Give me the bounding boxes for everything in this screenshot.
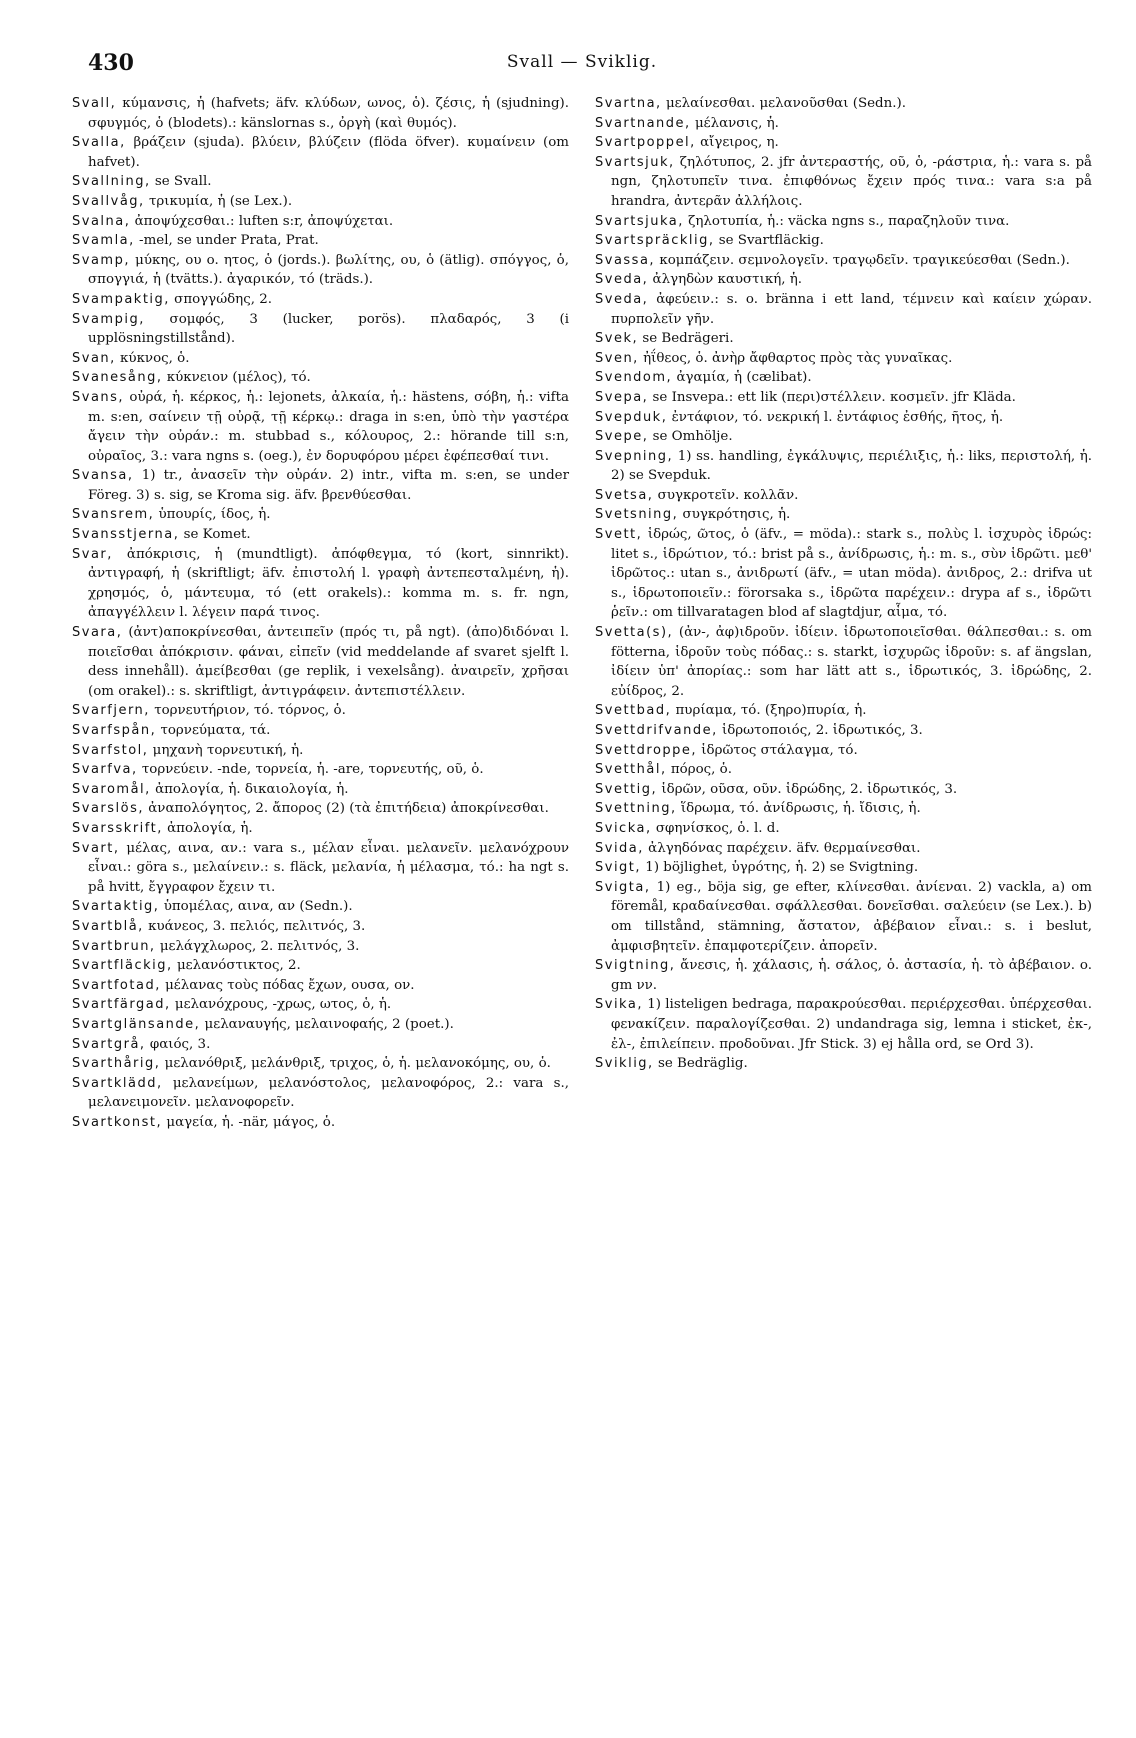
dictionary-entry — [595, 114, 1092, 134]
entry-headword: Svartfläckig, — [72, 958, 173, 974]
dictionary-entry — [595, 623, 1092, 701]
entry-headword: Svigt, — [595, 860, 642, 876]
entry-headword: Svampig, — [72, 311, 145, 327]
entry-definition: τορνεύματα, τά. — [156, 723, 271, 738]
dictionary-entry — [595, 995, 1092, 1054]
dictionary-entry — [595, 839, 1092, 859]
entry-headword: Svarfspån, — [72, 723, 157, 738]
dictionary-entry — [595, 505, 1092, 525]
dictionary-entry — [72, 819, 569, 839]
page-number: 430 — [88, 50, 134, 76]
entry-definition: μύκης, ου o. ητος, ὁ (jords.). βωλίτης, ου, ὁ (ätlig). σπόγγος, ὁ, σπογγιά, ἡ (tvätts.). ἀγαρικόν, τό (träds.). — [88, 252, 569, 288]
entry-headword: Svettdrifvande, — [595, 723, 718, 738]
entry-headword: Svarsskrift, — [72, 820, 163, 836]
entry-definition: se Insvepa.: ett lik (περι)στέλλειν. κοσμεῖν. jfr Kläda. — [648, 389, 1016, 405]
entry-headword: Svartnande, — [595, 115, 691, 131]
entry-headword: Svida, — [595, 840, 644, 856]
page-header — [72, 46, 1092, 80]
left-column — [72, 94, 569, 1132]
dictionary-entry — [595, 329, 1092, 349]
entry-headword: Svek, — [595, 331, 639, 347]
entry-headword: Svaromål, — [72, 781, 151, 797]
entry-definition: 1) ss. handling, ἐγκάλυψις, περιέλιξις, ἡ.: liks, περιστολή, ἡ. 2) se Svepduk. — [611, 448, 1092, 484]
entry-definition: κομπάζειν. σεμνολογεῖν. τραγῳδεῖν. τραγικεύεσθαι (Sedn.). — [655, 252, 1070, 268]
entry-headword: Svartspräcklig, — [595, 233, 715, 249]
dictionary-entry — [72, 368, 569, 388]
dictionary-entry — [595, 270, 1092, 290]
dictionary-entry — [595, 760, 1092, 780]
entry-definition: πυρίαμα, τό. (ξηρο)πυρία, ἡ. — [671, 703, 867, 719]
entry-headword: Svigta, — [595, 879, 651, 895]
dictionary-entry — [595, 486, 1092, 506]
entry-headword: Svartglänsande, — [72, 1016, 201, 1032]
entry-definition: μελανείμων, μελανόστολος, μελανοφόρος, 2.: vara s., μελανειμονεῖν. μελανοφορεῖν. — [88, 1075, 569, 1111]
entry-definition: κύκνος, ὁ. — [115, 350, 190, 366]
entry-headword: Svansrem, — [72, 507, 155, 523]
dictionary-entry — [595, 388, 1092, 408]
entry-headword: Sveda, — [595, 291, 649, 307]
entry-headword: Svartfärgad, — [72, 997, 171, 1013]
entry-headword: Svarfjern, — [72, 703, 150, 719]
entry-headword: Svans, — [72, 389, 125, 405]
entry-headword: Svartgrå, — [72, 1036, 146, 1052]
entry-definition: 1) böjlighet, ὑγρότης, ἡ. 2) se Svigtning. — [641, 860, 919, 876]
entry-definition: ἱδρώς, ῶτος, ὁ (äfv., = möda).: stark s., πολὺς l. ἰσχυρὸς ἱδρώς: litet s., ἱδρώτιον, τό.: brist på s., ἀνίδρωσις, ἡ.: m. s., σὺν ἱδρῶτι. μεθ' ἱδρῶτος.: utan s., ἀνιδρωτί (äfv., = utan möda). ἀνιδρος, 2.: drifva ut s., ἱδρωτοποιεῖν.: förorsaka s., ἱδρῶτα παρέχειν.: drypa af s., ἱδρῶτι ῥεῖν.: om tillvaratagen blod af slagtdjur, αἷμα, τό. — [611, 527, 1092, 621]
entry-headword: Svan, — [72, 350, 116, 366]
dictionary-entry — [72, 623, 569, 701]
dictionary-entry — [72, 741, 569, 761]
entry-definition: φαιός, 3. — [145, 1036, 211, 1052]
entry-definition: se Komet. — [179, 527, 251, 543]
entry-definition: μελάγχλωρος, 2. πελιτνός, 3. — [155, 938, 360, 954]
dictionary-entry — [595, 1054, 1092, 1074]
entry-headword: Svicka, — [595, 820, 652, 836]
dictionary-entry — [72, 388, 569, 466]
dictionary-entry — [72, 133, 569, 172]
columns — [72, 94, 1092, 1132]
dictionary-entry — [72, 349, 569, 369]
entry-definition: ἀλγηδὼν καυστική, ἡ. — [648, 272, 803, 288]
entry-definition: σφηνίσκος, ὁ. l. d. — [651, 820, 780, 836]
entry-definition: ἀγαμία, ἡ (cælibat). — [672, 370, 812, 386]
entry-headword: Svalla, — [72, 135, 126, 151]
entry-headword: Svallvåg, — [72, 193, 145, 209]
entry-headword: Svetsa, — [595, 487, 654, 503]
entry-headword: Svampaktig, — [72, 291, 170, 307]
entry-headword: Svettig, — [595, 781, 658, 797]
entry-definition: μελανόθριξ, μελάνθριξ, τριχος, ὁ, ἡ. μελανοκόμης, ου, ὁ. — [160, 1056, 551, 1072]
entry-definition: se Omhölje. — [648, 429, 733, 445]
entry-definition: se Bedrägeri. — [638, 331, 734, 347]
dictionary-entry — [595, 741, 1092, 761]
entry-definition: ἀποψύχεσθαι.: luften s:r, ἀποψύχεται. — [130, 213, 394, 229]
entry-definition: (ἀν-, ἀφ)ιδροῦν. ἰδίειν. ἱδρωτοποιεῖσθαι. θάλπεσθαι.: s. om fötterna, ἱδροῦν τοὺς πόδας.: s. starkt, ἰσχυρῶς ἱδροῦν: s. af ängslan, ἰδίειν ὑπ' ἀπορίας.: som har lätt att s., ἱδρωτικός, 3. ἱδρώδης, 2. εὐίδρος, 2. — [611, 625, 1092, 699]
entry-headword: Svamp, — [72, 252, 130, 268]
entry-headword: Svartbrun, — [72, 938, 156, 954]
dictionary-entry — [595, 408, 1092, 428]
entry-definition: ὑπουρίς, ίδος, ἡ. — [154, 507, 271, 523]
entry-headword: Svika, — [595, 997, 643, 1013]
entry-definition: ἀπολογία, ἡ. — [162, 820, 253, 836]
entry-definition: συγκροτεῖν. κολλᾶν. — [653, 487, 799, 503]
dictionary-entry — [72, 1054, 569, 1074]
running-head: Svall — Sviklig. — [506, 52, 658, 72]
entry-definition: se Svartfläckig. — [714, 233, 824, 249]
dictionary-entry — [72, 701, 569, 721]
entry-definition: μέλανας τοὺς πόδας ἔχων, ουσα, ον. — [160, 977, 415, 993]
entry-headword: Svartfotad, — [72, 977, 161, 993]
entry-headword: Svendom, — [595, 370, 673, 386]
entry-definition: 1) eg., böja sig, ge efter, κλίνεσθαι. ἀνίεναι. 2) vackla, a) om föremål, κραδαίνεσθαι. σφάλλεσθαι. δονεῖσθαι. σαλεύειν (se Lex.). b) om tillstånd, stämning, ἄστατον, ἀβέβαιον εἶναι.: s. i beslut, ἀμφισβητεῖν. ἐπαμφοτερίζειν. ἀπορεῖν. — [611, 879, 1092, 954]
dictionary-entry — [595, 956, 1092, 995]
entry-definition: ἀναπολόγητος, 2. ἄπορος (2) (τὰ ἐπιτήδεια) ἀποκρίνεσθαι. — [144, 801, 549, 817]
entry-headword: Svartklädd, — [72, 1075, 163, 1091]
dictionary-entry — [72, 172, 569, 192]
entry-headword: Svetsning, — [595, 507, 679, 523]
entry-definition: ἀφεύειν.: s. o. bränna i ett land, τέμνειν καὶ καίειν χώραν. πυρπολεῖν γῆν. — [611, 291, 1092, 327]
entry-definition: μέλανσις, ἡ. — [690, 115, 779, 131]
entry-headword: Svepning, — [595, 448, 674, 464]
dictionary-entry — [72, 760, 569, 780]
entry-definition: σομφός, 3 (lucker, porös). πλαδαρός, 3 (i upplösningstillstånd). — [88, 311, 569, 347]
entry-definition: ἱδρῶτος στάλαγμα, τό. — [697, 742, 858, 758]
entry-definition: μαγεία, ἡ. -när, μάγος, ὁ. — [162, 1114, 336, 1130]
entry-headword: Svartblå, — [72, 918, 144, 934]
entry-headword: Svar, — [72, 546, 113, 562]
dictionary-entry — [72, 310, 569, 349]
entry-definition: μελαίνεσθαι. μελανοῦσθαι (Sedn.). — [661, 96, 906, 111]
entry-headword: Svassa, — [595, 252, 656, 268]
entry-definition: -mel, se under Prata, Prat. — [134, 233, 319, 249]
entry-definition: ζηλοτυπία, ἡ.: väcka ngns s., παραζηλοῦν τινα. — [683, 213, 1010, 229]
entry-headword: Svansstjerna, — [72, 527, 180, 543]
entry-definition: τρικυμία, ἡ (se Lex.). — [144, 193, 293, 209]
entry-definition: ἀπόκρισις, ἡ (mundtligt). ἀπόφθεγμα, τό (kort, sinnrikt). ἀντιγραφή, ἡ (skriftligt; äfv. ἐπιστολή l. γραφὴ ἀντεπεσταλμένη, ἡ). χρησμός, ὁ, μάντευμα, τό (ett orakels).: komma m. s. fr. ngn, ἀπαγγέλλειν l. λέγειν παρά τινος. — [88, 546, 569, 621]
entry-definition: ἵδρωμα, τό. ἀνίδρωσις, ἡ. ἴδισις, ἡ. — [676, 801, 921, 817]
entry-definition: σπογγώδης, 2. — [169, 291, 272, 307]
entry-headword: Svallning, — [72, 174, 151, 190]
entry-headword: Svarthårig, — [72, 1056, 161, 1072]
dictionary-entry — [72, 94, 569, 133]
entry-headword: Sviklig, — [595, 1056, 654, 1072]
dictionary-entry — [72, 212, 569, 232]
entry-headword: Sveda, — [595, 272, 649, 288]
dictionary-entry — [595, 153, 1092, 212]
right-column — [595, 94, 1092, 1132]
entry-headword: Svanesång, — [72, 370, 163, 386]
entry-headword: Svepe, — [595, 429, 649, 445]
dictionary-entry — [72, 251, 569, 290]
dictionary-entry — [72, 290, 569, 310]
entry-definition: ἀπολογία, ἡ. δικαιολογία, ἡ. — [150, 781, 349, 797]
dictionary-entry — [595, 858, 1092, 878]
dictionary-entry — [72, 976, 569, 996]
dictionary-entry — [595, 878, 1092, 956]
entry-definition: ἠΐθεος, ὁ. ἀνὴρ ἄφθαρτος πρὸς τὰς γυναῖκας. — [638, 350, 953, 366]
entry-definition: ζηλότυπος, 2. jfr ἀντεραστής, οῦ, ὁ, -ράστρια, ἡ.: vara s. på ngn, ζηλοτυπεῖν τινα. ἐπιφθόνως ἔχειν πρός τινα.: vara s:a på hrandra, ἀντερᾶν ἀλλήλοις. — [611, 154, 1092, 209]
entry-definition: ἱδρωτοποιός, 2. ἱδρωτικός, 3. — [717, 723, 923, 738]
entry-definition: πόρος, ὁ. — [666, 762, 732, 778]
dictionary-entry — [595, 701, 1092, 721]
dictionary-entry — [72, 1015, 569, 1035]
entry-headword: Svara, — [72, 625, 123, 641]
entry-headword: Svartpoppel, — [595, 135, 696, 151]
entry-headword: Svettbad, — [595, 703, 672, 719]
entry-definition: μηχανὴ τορνευτική, ἡ. — [148, 742, 304, 758]
entry-headword: Svigtning, — [595, 958, 676, 974]
entry-headword: Svett, — [595, 527, 643, 543]
entry-headword: Svartsjuk, — [595, 154, 675, 170]
dictionary-entry — [72, 231, 569, 251]
entry-definition: ἐντάφιον, τό. νεκρική l. ἐντάφιος ἐσθής, ῆτος, ἡ. — [667, 409, 1004, 425]
entry-definition: (ἀντ)αποκρίνεσθαι, ἀντειπεῖν (πρός τι, på ngt). (ἀπο)διδόναι l. ποιεῖσθαι ἀπόκρισιν. φάναι, εἰπεῖν (vid meddelande af svaret sjelft l. dess innehåll). ἀμείβεσθαι (ge replik, i vexelsång). ἀναιρεῖν, χρῆσαι (om orakel).: s. skriftligt, ἀντιγράφειν. ἀντεπιστέλλειν. — [88, 625, 569, 699]
entry-headword: Svalna, — [72, 213, 131, 229]
dictionary-entry — [72, 721, 569, 741]
dictionary-entry — [595, 447, 1092, 486]
dictionary-entry — [72, 995, 569, 1015]
entry-headword: Svartsjuka, — [595, 213, 684, 229]
dictionary-entry — [595, 819, 1092, 839]
entry-headword: Svepa, — [595, 389, 649, 405]
dictionary-entry — [595, 721, 1092, 741]
entry-definition: 1) tr., ἀνασεῖν τὴν οὐράν. 2) intr., vifta m. s:en, se under Föreg. 3) s. sig, se Kroma sig. äfv. βρενθύεσθαι. — [88, 468, 569, 503]
entry-headword: Svartna, — [595, 96, 662, 111]
dictionary-entry — [72, 466, 569, 505]
entry-headword: Svetta(s), — [595, 625, 674, 641]
dictionary-entry — [72, 937, 569, 957]
entry-definition: τορνευτήριον, τό. τόρνος, ὁ. — [149, 703, 346, 719]
entry-definition: μελανόστικτος, 2. — [172, 958, 301, 974]
dictionary-entry — [595, 231, 1092, 251]
entry-headword: Svansa, — [72, 468, 134, 484]
entry-headword: Svart, — [72, 840, 120, 856]
dictionary-entry — [595, 94, 1092, 114]
dictionary-entry — [595, 251, 1092, 271]
entry-headword: Svartkonst, — [72, 1114, 163, 1130]
entry-definition: κύκνειον (μέλος), τό. — [162, 370, 311, 386]
dictionary-entry — [595, 780, 1092, 800]
entry-definition: ἀλγηδόνας παρέχειν. äfv. θερμαίνεσθαι. — [643, 840, 921, 856]
entry-definition: μελανόχρους, -χρως, ωτος, ὁ, ἡ. — [170, 997, 392, 1013]
dictionary-entry — [72, 956, 569, 976]
dictionary-entry — [72, 545, 569, 623]
entry-definition: συγκρότησις, ἡ. — [678, 507, 791, 523]
entry-headword: Svall, — [72, 96, 117, 111]
dictionary-entry — [595, 427, 1092, 447]
entry-headword: Svettdroppe, — [595, 742, 698, 758]
entry-definition: ὑπομέλας, αινα, αν (Sedn.). — [159, 899, 353, 915]
entry-headword: Sven, — [595, 350, 639, 366]
dictionary-entry — [72, 897, 569, 917]
entry-headword: Svartaktig, — [72, 899, 160, 915]
entry-headword: Svetthål, — [595, 762, 667, 778]
entry-headword: Svamla, — [72, 233, 135, 249]
entry-definition: αἴγειρος, η. — [695, 135, 779, 151]
entry-headword: Svepduk, — [595, 409, 668, 425]
dictionary-entry — [595, 525, 1092, 623]
entry-definition: τορνεύειν. -nde, τορνεία, ἡ. -are, τορνευτής, οῦ, ὁ. — [137, 762, 484, 778]
entry-definition: ἄνεσις, ἡ. χάλασις, ἡ. σάλος, ὁ. ἀστασία, ἡ. τὸ ἀβέβαιον. o. gm νν. — [611, 958, 1092, 993]
dictionary-entry — [72, 799, 569, 819]
dictionary-entry — [72, 780, 569, 800]
entry-headword: Svettning, — [595, 801, 677, 817]
entry-definition: μελαναυγής, μελαινοφαής, 2 (poet.). — [200, 1016, 454, 1032]
entry-definition: κύμανσις, ἡ (hafvets; äfv. κλύδων, ωνος, ὁ). ζέσις, ἡ (sjudning). σφυγμός, ὁ (blodets).: känslornas s., ὀργὴ (καὶ θυμός). — [88, 96, 569, 131]
entry-definition: 1) listeligen bedraga, παρακρούεσθαι. περιέρχεσθαι. ὑπέρχεσθαι. φενακίζειν. παραλογίζεσθαι. 2) undandraga sig, lemna i sticket, ἐκ-, ἐλ-, ἐπιλείπειν. προδοῦναι. Jfr Stick. 3) ej hålla ord, se Ord 3). — [611, 997, 1092, 1052]
dictionary-entry — [595, 349, 1092, 369]
dictionary-entry — [72, 917, 569, 937]
dictionary-entry — [595, 799, 1092, 819]
entry-definition: μέλας, αινα, αν.: vara s., μέλαν εἶναι. μελανεῖν. μελανόχρουν εἶναι.: göra s., μελαίνειν.: s. fläck, μελανία, ἡ μέλασμα, τό.: ha ngt s. på hvitt, ἔγγραφον ἔχειν τι. — [88, 840, 569, 895]
entry-definition: βράζειν (sjuda). βλύειν, βλύζειν (flöda öfver). κυμαίνειν (om hafvet). — [88, 135, 569, 170]
dictionary-entry — [72, 505, 569, 525]
dictionary-entry — [72, 1074, 569, 1113]
dictionary-entry — [72, 1113, 569, 1133]
entry-definition: οὐρά, ἡ. κέρκος, ἡ.: lejonets, ἀλκαία, ἡ.: hästens, σόβη, ἡ.: vifta m. s:en, σαίνειν τῇ οὐρᾷ, τῇ κέρκῳ.: draga in s:en, ὑπὸ τὴν γαστέρα ἄγειν τὴν οὐράν.: m. stubbad s., κόλουρος, 2.: hörande till s:n, οὐραῖος, 3.: vara ngns s. (oeg.), ἐν δορυφόρου μέρει ἐφέπεσθαί τινι. — [88, 389, 569, 464]
dictionary-entry — [72, 839, 569, 898]
dictionary-entry — [595, 212, 1092, 232]
entry-definition: se Bedräglig. — [653, 1056, 748, 1072]
entry-definition: κυάνεος, 3. πελιός, πελιτνός, 3. — [143, 918, 366, 934]
entry-headword: Svarfva, — [72, 762, 138, 778]
entry-headword: Svarslös, — [72, 801, 144, 817]
entry-definition: se Svall. — [150, 174, 212, 190]
entry-definition: ἱδρῶν, οῦσα, οῦν. ἱδρώδης, 2. ἱδρωτικός, 3. — [657, 781, 958, 797]
dictionary-entry — [595, 368, 1092, 388]
dictionary-entry — [72, 1035, 569, 1055]
dictionary-entry — [595, 290, 1092, 329]
dictionary-entry — [72, 192, 569, 212]
dictionary-entry — [595, 133, 1092, 153]
entry-headword: Svarfstol, — [72, 742, 149, 758]
dictionary-entry — [72, 525, 569, 545]
